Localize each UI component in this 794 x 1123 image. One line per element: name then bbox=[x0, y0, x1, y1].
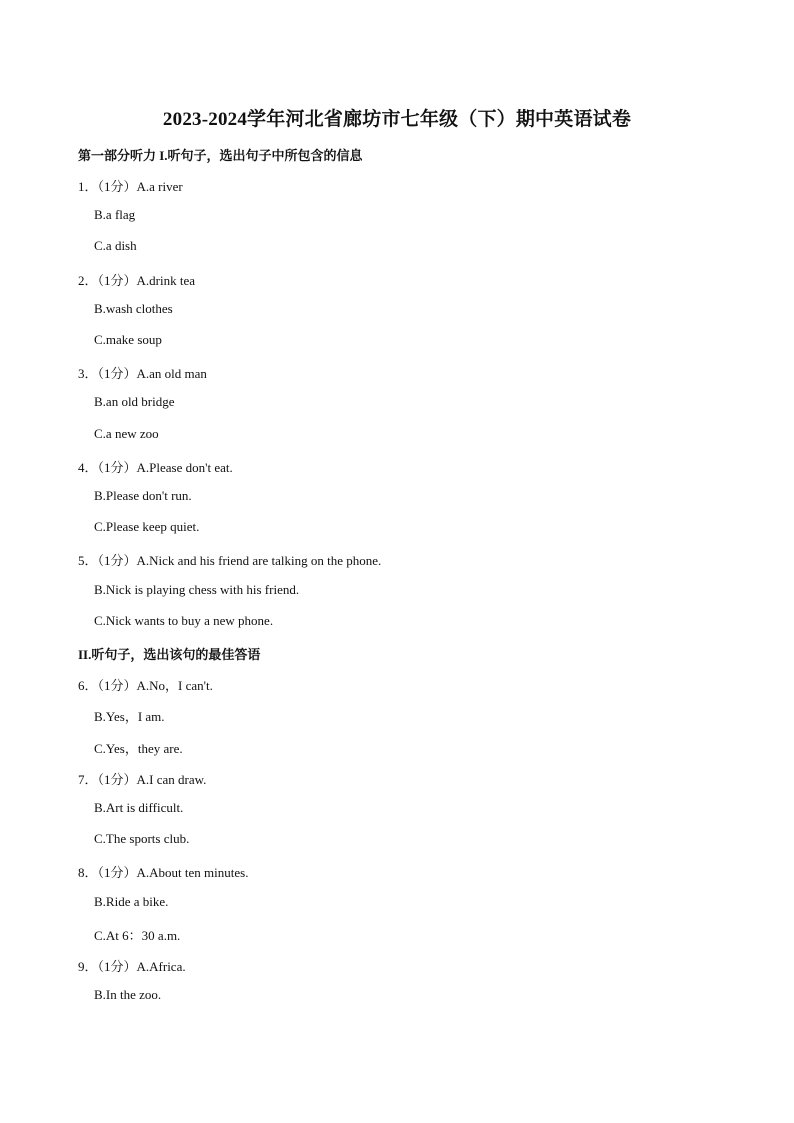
option-c: C.a new zoo bbox=[94, 426, 159, 441]
option-c: C.The sports club. bbox=[94, 831, 190, 846]
question-number: 8．（1分） bbox=[78, 865, 137, 880]
question-5 bbox=[78, 550, 381, 569]
question-number: 5．（1分） bbox=[78, 553, 137, 568]
question-number: 6．（1分） bbox=[78, 678, 137, 693]
option-b: B.Nick is playing chess with his friend. bbox=[94, 582, 300, 597]
question-number: 9．（1分） bbox=[78, 959, 137, 974]
question-number: 1．（1分） bbox=[78, 179, 137, 194]
option-c: C.Yes，they are. bbox=[94, 741, 183, 756]
section-heading-1: 第一部分听力 I.听句子，选出句子中所包含的信息 bbox=[78, 148, 363, 163]
option-b: B.Please don't run. bbox=[94, 488, 192, 503]
question-9 bbox=[78, 956, 186, 975]
question-4 bbox=[78, 457, 233, 476]
option-c: C.At 6：30 a.m. bbox=[94, 928, 181, 943]
option-b: B.Ride a bike. bbox=[94, 894, 169, 909]
question-6 bbox=[78, 675, 213, 694]
option-c: C.Please keep quiet. bbox=[94, 519, 200, 534]
option-a: A.drink tea bbox=[136, 273, 195, 288]
option-b: B.In the zoo. bbox=[94, 987, 162, 1002]
option-b: B.an old bridge bbox=[94, 394, 175, 409]
option-b: B.Yes，I am. bbox=[94, 709, 165, 724]
option-a: A.Africa. bbox=[136, 959, 186, 974]
page-title: 2023-2024学年河北省廊坊市七年级（下）期中英语试卷 bbox=[162, 109, 632, 130]
option-a: A.Please don't eat. bbox=[136, 460, 233, 475]
option-a: A.I can draw. bbox=[136, 772, 207, 787]
question-2 bbox=[78, 270, 195, 289]
option-b: B.Art is difficult. bbox=[94, 800, 184, 815]
question-8 bbox=[78, 862, 248, 881]
option-b: B.a flag bbox=[94, 207, 136, 222]
option-c: C.Nick wants to buy a new phone. bbox=[94, 613, 274, 628]
question-7 bbox=[78, 769, 206, 788]
question-3 bbox=[78, 363, 207, 382]
option-a: A.a river bbox=[136, 179, 183, 194]
section-heading-2: II.听句子，选出该句的最佳答语 bbox=[78, 647, 261, 662]
option-a: A.Nick and his friend are talking on the phone. bbox=[136, 553, 382, 568]
option-a: A.an old man bbox=[136, 366, 207, 381]
question-number: 2．（1分） bbox=[78, 273, 137, 288]
option-c: C.make soup bbox=[94, 332, 162, 347]
question-number: 3．（1分） bbox=[78, 366, 137, 381]
question-number: 7．（1分） bbox=[78, 772, 137, 787]
option-c: C.a dish bbox=[94, 238, 137, 253]
option-a: A.No，I can't. bbox=[136, 678, 213, 693]
option-a: A.About ten minutes. bbox=[136, 865, 249, 880]
option-b: B.wash clothes bbox=[94, 301, 173, 316]
question-1 bbox=[78, 176, 183, 195]
question-number: 4．（1分） bbox=[78, 460, 137, 475]
